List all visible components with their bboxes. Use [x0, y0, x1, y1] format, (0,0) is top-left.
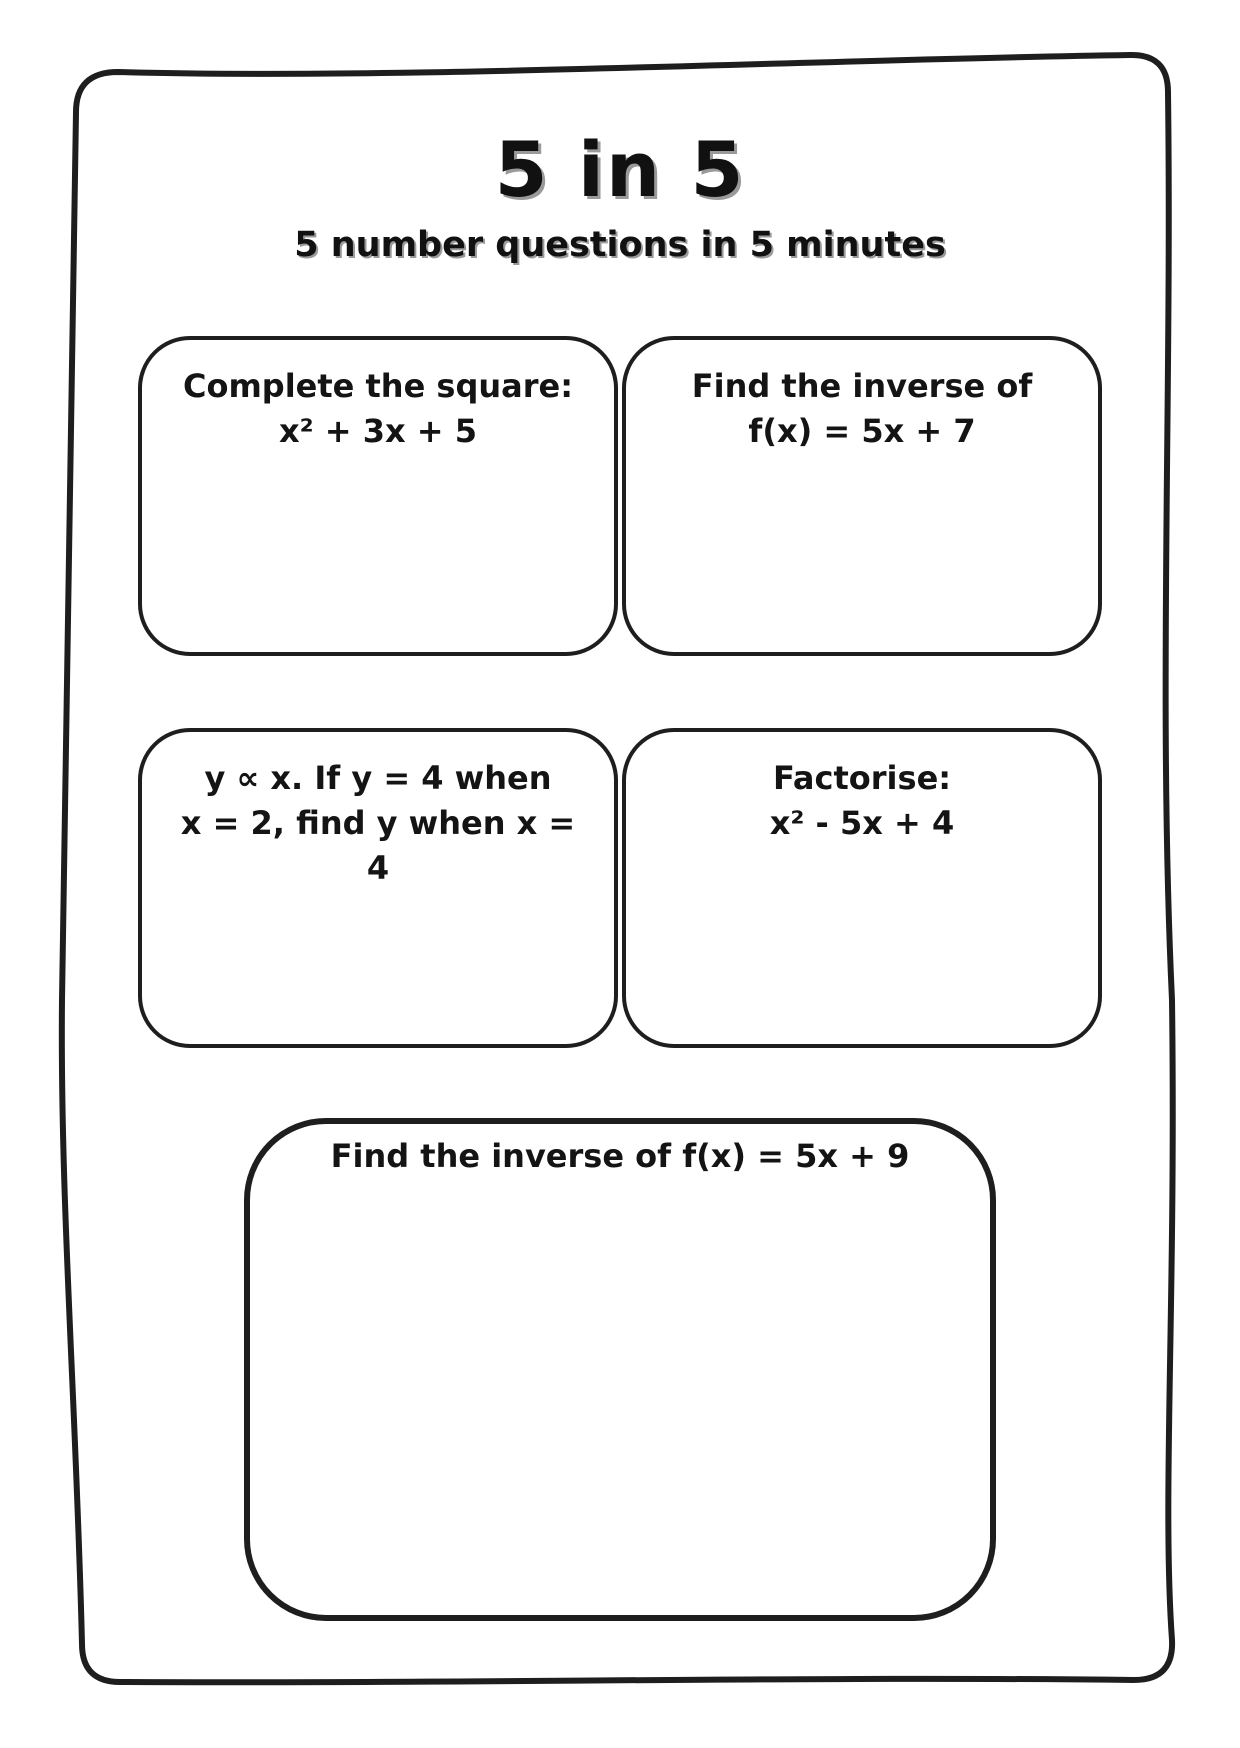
question-box-2 — [622, 336, 1102, 656]
question-2-line-1: Find the inverse of — [691, 367, 1033, 405]
question-3-line-1: y ∝ x. If y = 4 when — [204, 759, 552, 797]
question-3-line-2: x = 2, find y when x = — [180, 804, 576, 842]
question-box-5 — [244, 1118, 996, 1621]
question-box-4 — [622, 728, 1102, 1048]
question-5-line-1: Find the inverse of f(x) = 5x + 9 — [330, 1137, 910, 1175]
question-1-line-2: x² + 3x + 5 — [278, 412, 477, 450]
question-4-line-2: x² - 5x + 4 — [769, 804, 955, 842]
question-box-1 — [138, 336, 618, 656]
question-2-line-2: f(x) = 5x + 7 — [748, 412, 976, 450]
question-3-line-3: 4 — [366, 849, 390, 887]
page-subtitle: 5 number questions in 5 minutes — [294, 225, 946, 265]
question-box-3 — [138, 728, 618, 1048]
page-title: 5 in 5 — [494, 125, 746, 214]
question-1-line-1: Complete the square: — [182, 367, 574, 405]
question-4-line-1: Factorise: — [772, 759, 952, 797]
